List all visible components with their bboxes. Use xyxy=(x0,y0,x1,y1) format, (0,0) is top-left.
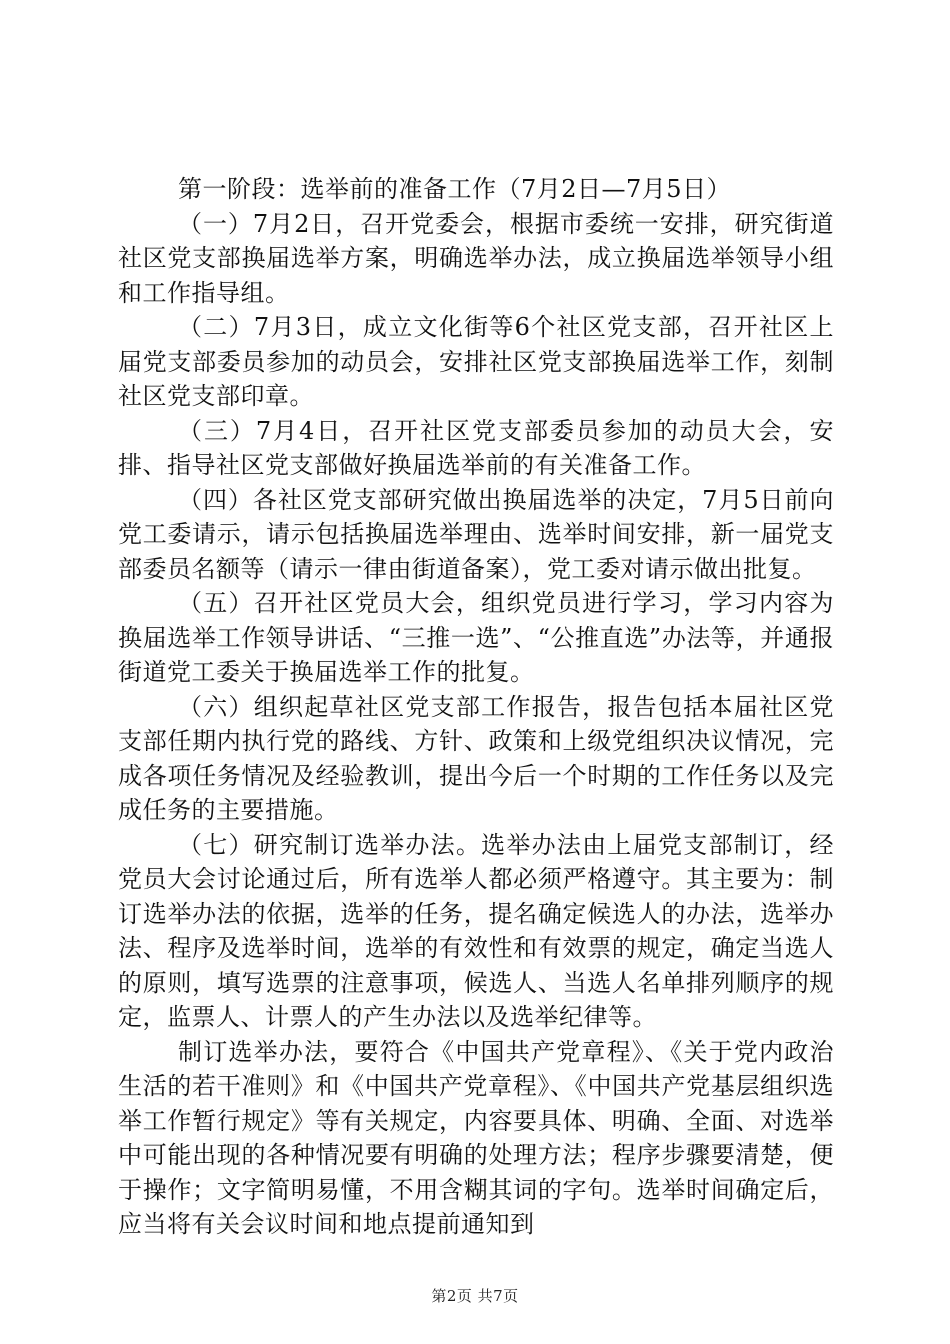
paragraph-item-4: （四）各社区党支部研究做出换届选举的决定，7月5日前向党工委请示，请示包括换届选举理由、选举时间安排，新一届党支部委员名额等（请示一律由街道备案），党工委对请示做出批复。 xyxy=(118,485,834,583)
paragraph-item-1: （一）7月2日，召开党委会，根据市委统一安排，研究街道社区党支部换届选举方案，明确选举办法，成立换届选举领导小组和工作指导组。 xyxy=(118,209,834,307)
paragraph-item-3: （三）7月4日，召开社区党支部委员参加的动员大会，安排、指导社区党支部做好换届选举前的有关准备工作。 xyxy=(118,416,834,479)
page-number-footer: 第2页 共7页 xyxy=(431,1287,519,1305)
paragraph-item-6: （六）组织起草社区党支部工作报告，报告包括本届社区党支部任期内执行党的路线、方针、政策和上级党组织决议情况，完成各项任务情况及经验教训，提出今后一个时期的工作任务以及完成任务的主要措施。 xyxy=(118,692,834,824)
paragraph-item-7: （七）研究制订选举办法。选举办法由上届党支部制订，经党员大会讨论通过后，所有选举人都必须严格遵守。其主要为：制订选举办法的依据，选举的任务，提名确定候选人的办法，选举办法、程序及选举时间，选举的有效性和有效票的规定，确定当选人的原则，填写选票的注意事项，候选人、当选人名单排列顺序的规定，监票人、计票人的产生办法以及选举纪律等。 xyxy=(118,830,834,1031)
stage-heading: 第一阶段：选举前的准备工作（7月2日—7月5日） xyxy=(178,175,732,203)
document-body xyxy=(118,172,834,1242)
paragraph-item-5: （五）召开社区党员大会，组织党员进行学习，学习内容为换届选举工作领导讲话、“三推一选”、“公推直选”办法等，并通报街道党工委关于换届选举工作的批复。 xyxy=(118,589,834,686)
paragraph-item-2: （二）7月3日，成立文化街等6个社区党支部，召开社区上届党支部委员参加的动员会，安排社区党支部换届选举工作，刻制社区党支部印章。 xyxy=(118,313,834,410)
paragraph-election-rules: 制订选举办法，要符合《中国共产党章程》、《关于党内政治生活的若干准则》和《中国共产党章程》、《中国共产党基层组织选举工作暂行规定》等有关规定，内容要具体、明确、全面、对选举中可能出现的各种情况要有明确的处理方法；程序步骤要清楚，便于操作；文字简明易懂，不用含糊其词的字句。选举时间确定后，应当将有关会议时间和地点提前通知到 xyxy=(118,1037,834,1238)
